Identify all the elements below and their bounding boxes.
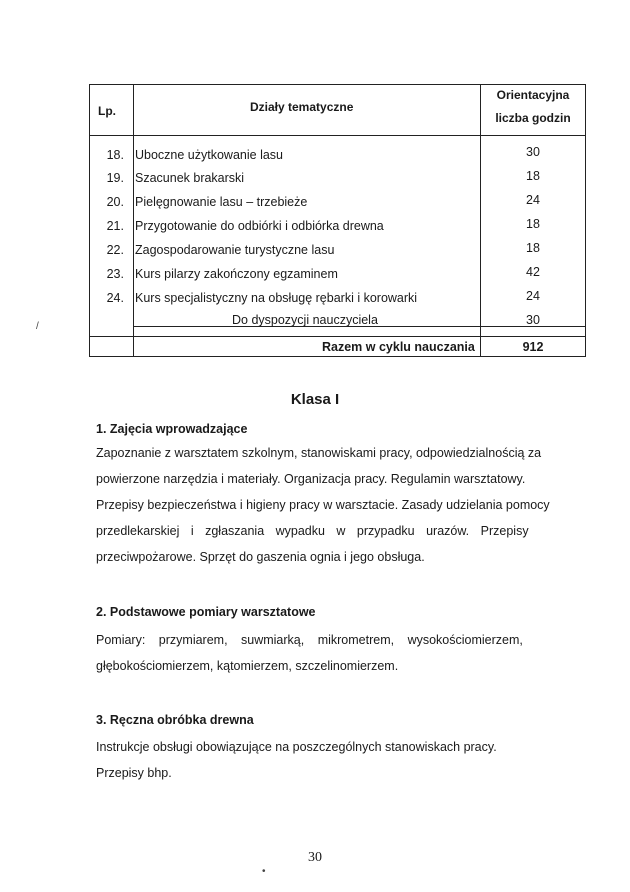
row-topic: Przygotowanie do odbiórki i odbiórka drewna	[135, 219, 384, 233]
row-hours: 24	[526, 193, 540, 207]
header-topics: Działy tematyczne	[250, 100, 354, 114]
section-text-line: Przepisy bhp.	[96, 766, 172, 780]
row-lp: 22.	[106, 243, 124, 257]
row-hours: 18	[526, 217, 540, 231]
row-hours: 42	[526, 265, 540, 279]
row-lp: 18.	[106, 148, 124, 162]
section-text-line: przeciwpożarowe. Sprzęt do gaszenia ognia i jego obsługa.	[96, 550, 425, 564]
section-heading: 2. Podstawowe pomiary warsztatowe	[96, 605, 316, 619]
row-topic: Kurs specjalistyczny na obsługę rębarki i korowarki	[135, 291, 418, 305]
teacher-disposal-label: Do dyspozycji nauczyciela	[232, 313, 378, 327]
row-hours: 18	[526, 241, 540, 255]
header-hours-line2: liczba godzin	[495, 111, 571, 125]
header-divider	[90, 135, 585, 136]
scan-mark: •	[262, 866, 266, 877]
row-topic: Zagospodarowanie turystyczne lasu	[135, 243, 335, 257]
section-heading: 3. Ręczna obróbka drewna	[96, 713, 254, 727]
section-heading: 1. Zajęcia wprowadzające	[96, 422, 248, 436]
row-hours: 18	[526, 169, 540, 183]
section-text-line: powierzone narzędzia i materiały. Organizacja pracy. Regulamin warsztatowy.	[96, 472, 526, 486]
teacher-disposal-hours: 30	[526, 313, 540, 327]
row-hours: 24	[526, 289, 540, 303]
row-topic: Kurs pilarzy zakończony egzaminem	[135, 267, 338, 281]
row-lp: 19.	[106, 171, 124, 185]
section-text-line: głębokościomierzem, kątomierzem, szczelinomierzem.	[96, 659, 399, 673]
section-text-line: Zapoznanie z warsztatem szkolnym, stanowiskami pracy, odpowiedzialnością za	[96, 446, 542, 460]
column-divider	[133, 85, 134, 356]
topics-hours-table	[89, 84, 586, 357]
section-text-line: Przepisy bezpieczeństwa i higieny pracy w warsztacie. Zasady udzielania pomocy	[96, 498, 550, 512]
total-label: Razem w cyklu nauczania	[322, 340, 475, 354]
header-hours-line1: Orientacyjna	[496, 88, 570, 102]
row-topic: Szacunek brakarski	[135, 171, 245, 185]
section-text-line: przedlekarskiej i zgłaszania wypadku w przypadku urazów. Przepisy	[96, 524, 529, 538]
section-text-line: Pomiary: przymiarem, suwmiarką, mikrometrem, wysokościomierzem,	[96, 633, 523, 647]
total-hours: 912	[522, 340, 544, 354]
row-lp: 24.	[106, 291, 124, 305]
row-topic: Pielęgnowanie lasu – trzebieże	[135, 195, 308, 209]
section-text-line: Instrukcje obsługi obowiązujące na poszczególnych stanowiskach pracy.	[96, 740, 497, 754]
row-lp: 21.	[106, 219, 124, 233]
row-lp: 20.	[106, 195, 124, 209]
scan-mark: /	[36, 321, 39, 332]
page-number: 30	[308, 850, 322, 865]
total-row-divider	[90, 336, 585, 337]
header-lp: Lp.	[98, 104, 116, 118]
class-title: Klasa I	[290, 391, 340, 408]
row-topic: Uboczne użytkowanie lasu	[135, 148, 283, 162]
row-lp: 23.	[106, 267, 124, 281]
row-hours: 30	[526, 145, 540, 159]
